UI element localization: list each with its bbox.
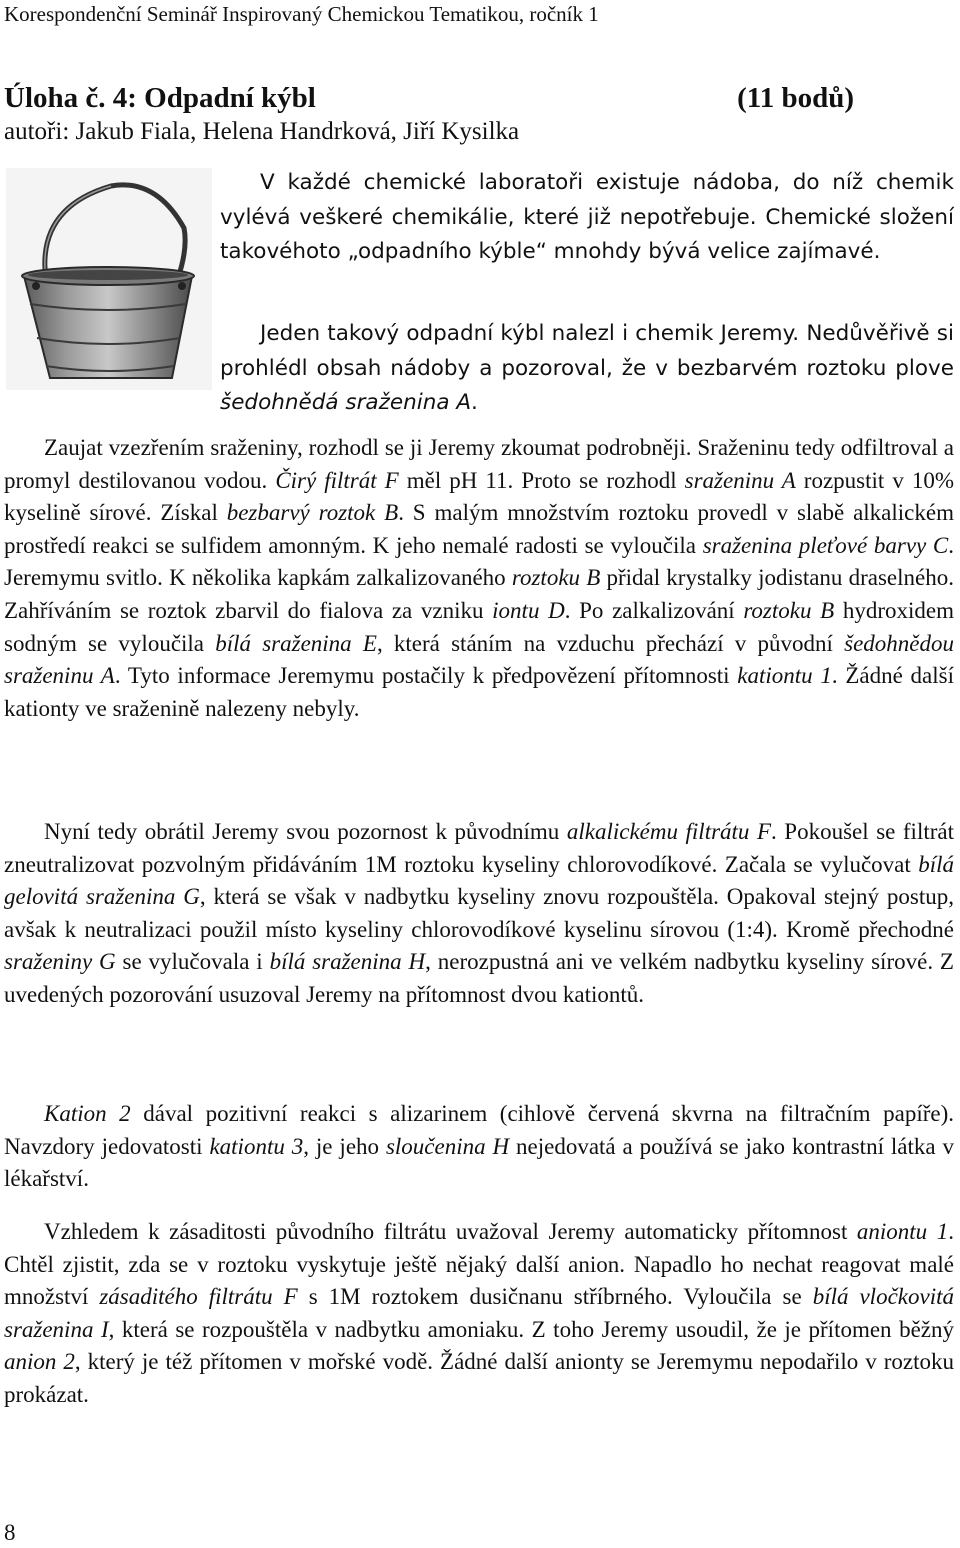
intro-paragraph-1: V každé chemické laboratoři existuje nádoba, do níž chemik vylévá veškeré chemikálie, které již nepotřebuje. Chemické složení takovéhoto „odpadního kýble“ mnohdy bývá velice zajímavé. <box>220 170 954 264</box>
bucket-image <box>6 168 212 390</box>
intro-paragraph-2: Jeden takový odpadní kýbl nalezl i chemik Jeremy. Nedůvěřivě si prohlédl obsah nádoby a pozoroval, že v bezbarvém roztoku plove šedohnědá sraženina A. <box>220 321 954 415</box>
body-paragraph-3: Kation 2 dával pozitivní reakci s alizarinem (cihlově červená skvrna na filtračním papíře). Navzdory jedovatosti kationtu 3, je jeho sloučenina H nejedovatá a používá se jako kontrastní látka v lékařství. <box>4 1101 954 1192</box>
task-points: (11 bodů) <box>737 82 854 114</box>
page-header: Korespondenční Seminář Inspirovaný Chemickou Tematikou, ročník 1 <box>4 2 599 26</box>
body-paragraph-2: Nyní tedy obrátil Jeremy svou pozornost k původnímu alkalickému filtrátu F. Pokoušel se filtrát zneutralizovat pozvolným přidáváním 1M roztoku kyseliny chlorovodíkové. Začala se vylučovat bílá gelovitá sraženina G, která se však v nadbytku kyseliny znovu rozpouštěla. Opakoval stejný postup, avšak k neutralizaci použil místo kyseliny chlorovodíkové kyselinu sírovou (1:4). Kromě přechodné sraženiny G se vylučovala i bílá sraženina H, nerozpustná ani ve velkém nadbytku kyseliny sírové. Z uvedených pozorování usuzoval Jeremy na přítomnost dvou kationtů. <box>4 819 954 1007</box>
task-authors: autoři: Jakub Fiala, Helena Handrková, Jiří Kysilka <box>4 118 520 145</box>
body-paragraph-4: Vzhledem k zásaditosti původního filtrátu uvažoval Jeremy automaticky přítomnost aniontu 1. Chtěl zjistit, zda se v roztoku vyskytuje ještě nějaký další anion. Napadlo ho nechat reagovat malé množství zásaditého filtrátu F s 1M roztokem dusičnanu stříbrného. Vyloučila se bílá vločkovitá sraženina I, která se rozpouštěla v nadbytku amoniaku. Z toho Jeremy usoudil, že je přítomen běžný anion 2, který je též přítomen v mořské vodě. Žádné další anionty se Jeremymu nepodařilo v roztoku prokázat. <box>4 1219 955 1407</box>
page-number: 8 <box>4 1520 16 1545</box>
body-paragraph-1: Zaujat vzezřením sraženiny, rozhodl se ji Jeremy zkoumat podrobněji. Sraženinu tedy odfiltroval a promyl destilovanou vodou. Čirý filtrát F měl pH 11. Proto se rozhodl sraženinu A rozpustit v 10% kyselině sírové. Získal bezbarvý roztok B. S malým množstvím roztoku provedl v slabě alkalickém prostředí reakci se sulfidem amonným. K jeho nemalé radosti se vyloučila sraženina pleťové barvy C. Jeremymu svitlo. K několika kapkám zalkalizovaného roztoku B přidal krystalky jodistanu draselného. Zahříváním se roztok zbarvil do fialova za vzniku iontu D. Po zalkalizování roztoku B hydroxidem sodným se vyloučila bílá sraženina E, která stáním na vzduchu přechází v původní šedohnědou sraženinu A. Tyto informace Jeremymu postačily k předpovězení přítomnosti kationtu 1. Žádné další kationty ve sraženině nalezeny nebyly. <box>4 435 955 721</box>
task-title: Úloha č. 4: Odpadní kýbl <box>4 82 316 114</box>
